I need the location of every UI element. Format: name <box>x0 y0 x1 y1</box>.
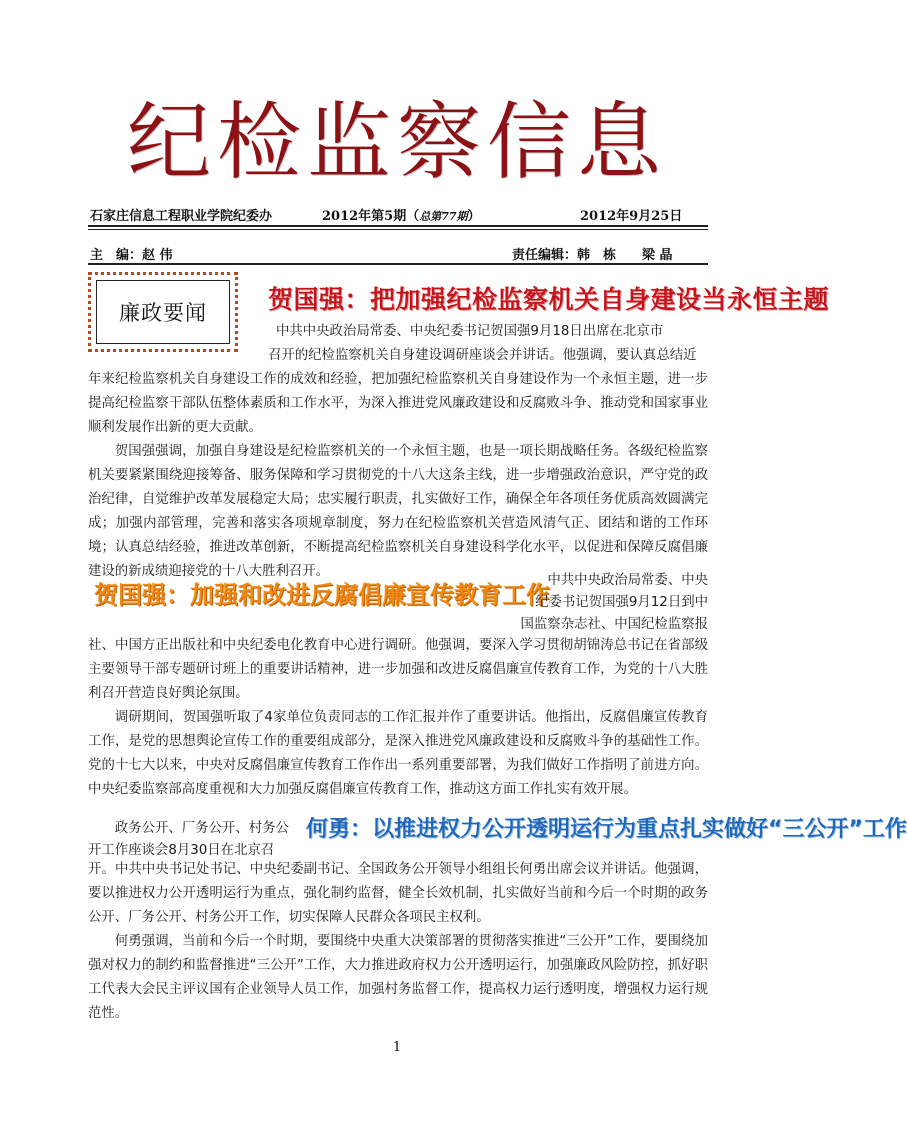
article3-intro <box>88 818 298 862</box>
article2-para2: 调研期间，贺国强听取了4家单位负责同志的工作汇报并作了重要讲话。他指出，反腐倡廉宣传教育工作，是党的思想舆论宣传工作的重要组成部分，是深入推进党风廉政建设和反腐败斗争的基础性工作。党的十七大以来，中央对反腐倡廉宣传教育工作作出一系列重要部署，为我们做好工作指明了前进方向。中央纪委监察部高度重视和大力加强反腐倡廉宣传教育工作，推动这方面工作扎实有效开展。 <box>88 710 708 797</box>
issue-total: 总第77期 <box>419 210 468 223</box>
article1-body <box>88 368 708 584</box>
issue-close: ） <box>467 209 481 224</box>
article1-para2: 贺国强强调，加强自身建设是纪检监察机关的一个永恒主题，也是一项长期战略任务。各级纪检监察机关要紧紧围绕迎接筹备、服务保障和学习贯彻党的十八大这条主线，进一步增强政治意识，严守党的政治纪律，自觉维护改革发展稳定大局；忠实履行职责，扎实做好工作，确保全年各项任务优质高效圆满完成；加强内部管理，完善和落实各项规章制度，努力在纪检监察机关营造风清气正、团结和谐的工作环境；认真总结经验，推进改革创新，不断提高纪检监察机关自身建设科学化水平，以促进和保障反腐倡廉建设的新成绩迎接党的十八大胜利召开。 <box>88 444 708 579</box>
article2-para1: 社、中国方正出版社和中央纪委电化教育中心进行调研。他强调，要深入学习贯彻胡锦涛总书记在省部级主要领导干部专题研讨班上的重要讲话精神，进一步加强和改进反腐倡廉宣传教育工作，为党的十八大胜利召开营造良好舆论氛围。 <box>88 638 708 701</box>
issue-number <box>322 205 481 224</box>
article1-line1: 中共中央政治局常委、中央纪委书记贺国强9月18日出席在北京市 <box>276 324 664 339</box>
issue-label: 2012年第5期（ <box>322 209 420 224</box>
section-badge-label: 廉政要闻 <box>96 280 230 344</box>
article2-headline: 贺国强：加强和改进反腐倡廉宣传教育工作 <box>94 581 550 609</box>
article3-para2: 何勇强调，当前和今后一个时期，要围绕中央重大决策部署的贯彻落实推进“三公开”工作，要围绕加强对权力的制约和监督推进“三公开”工作，大力推进政府权力公开透明运行，加强廉政风险防控，抓好职工代表大会民主评议国有企业领导人员工作，加强村务监督工作，提高权力运行透明度，增强权力运行规范性。 <box>88 934 708 1021</box>
article2-line2: 纪委书记贺国强9月12日到中 <box>535 595 708 610</box>
header-divider-top-thin <box>88 229 708 230</box>
article1-intro <box>268 320 708 368</box>
section-badge <box>88 272 238 352</box>
responsible-editor: 责任编辑：韩 栋 梁 晶 <box>512 248 673 263</box>
article3-para1: 开。中共中央书记处书记、中央纪委副书记、全国政务公开领导小组组长何勇出席会议并讲话。他强调，要以推进权力公开透明运行为重点，强化制约监督，健全长效机制，扎实做好当前和今后一个时期的政务公开、厂务公开、村务公开工作，切实保障人民群众各项民主权利。 <box>88 862 708 925</box>
article2-line3: 国监察杂志社、中国纪检监察报 <box>520 617 708 632</box>
header-divider-bottom <box>88 263 708 265</box>
article2-line1: 中共中央政治局常委、中央 <box>547 573 708 588</box>
article1-line2: 召开的纪检监察机关自身建设调研座谈会并讲话。他强调，要认真总结近 <box>268 348 697 363</box>
masthead-title: 纪检监察信息 <box>126 93 667 191</box>
article3-line2: 开工作座谈会8月30日在北京召 <box>88 843 275 858</box>
article2-intro <box>508 570 708 636</box>
chief-editor: 主 编：赵 伟 <box>90 248 173 263</box>
issuer: 石家庄信息工程职业学院纪委办 <box>90 209 273 224</box>
article3-body <box>88 858 708 1026</box>
article1-headline: 贺国强：把加强纪检监察机关自身建设当永恒主题 <box>268 285 830 314</box>
article1-para1: 年来纪检监察机关自身建设工作的成效和经验，把加强纪检监察机关自身建设作为一个永恒主题，进一步提高纪检监察干部队伍整体素质和工作水平，为深入推进党风廉政建设和反腐败斗争、推动党和国家事业顺利发展作出新的更大贡献。 <box>88 372 708 435</box>
article3-line1: 政务公开、厂务公开、村务公 <box>114 821 289 836</box>
article3-headline: 何勇：以推进权力公开透明运行为重点扎实做好“三公开”工作 <box>306 817 907 842</box>
article2-body <box>88 634 708 802</box>
header-divider-top <box>88 225 708 227</box>
issue-date: 2012年9月25日 <box>580 209 683 224</box>
page-number: 1 <box>392 1040 402 1055</box>
